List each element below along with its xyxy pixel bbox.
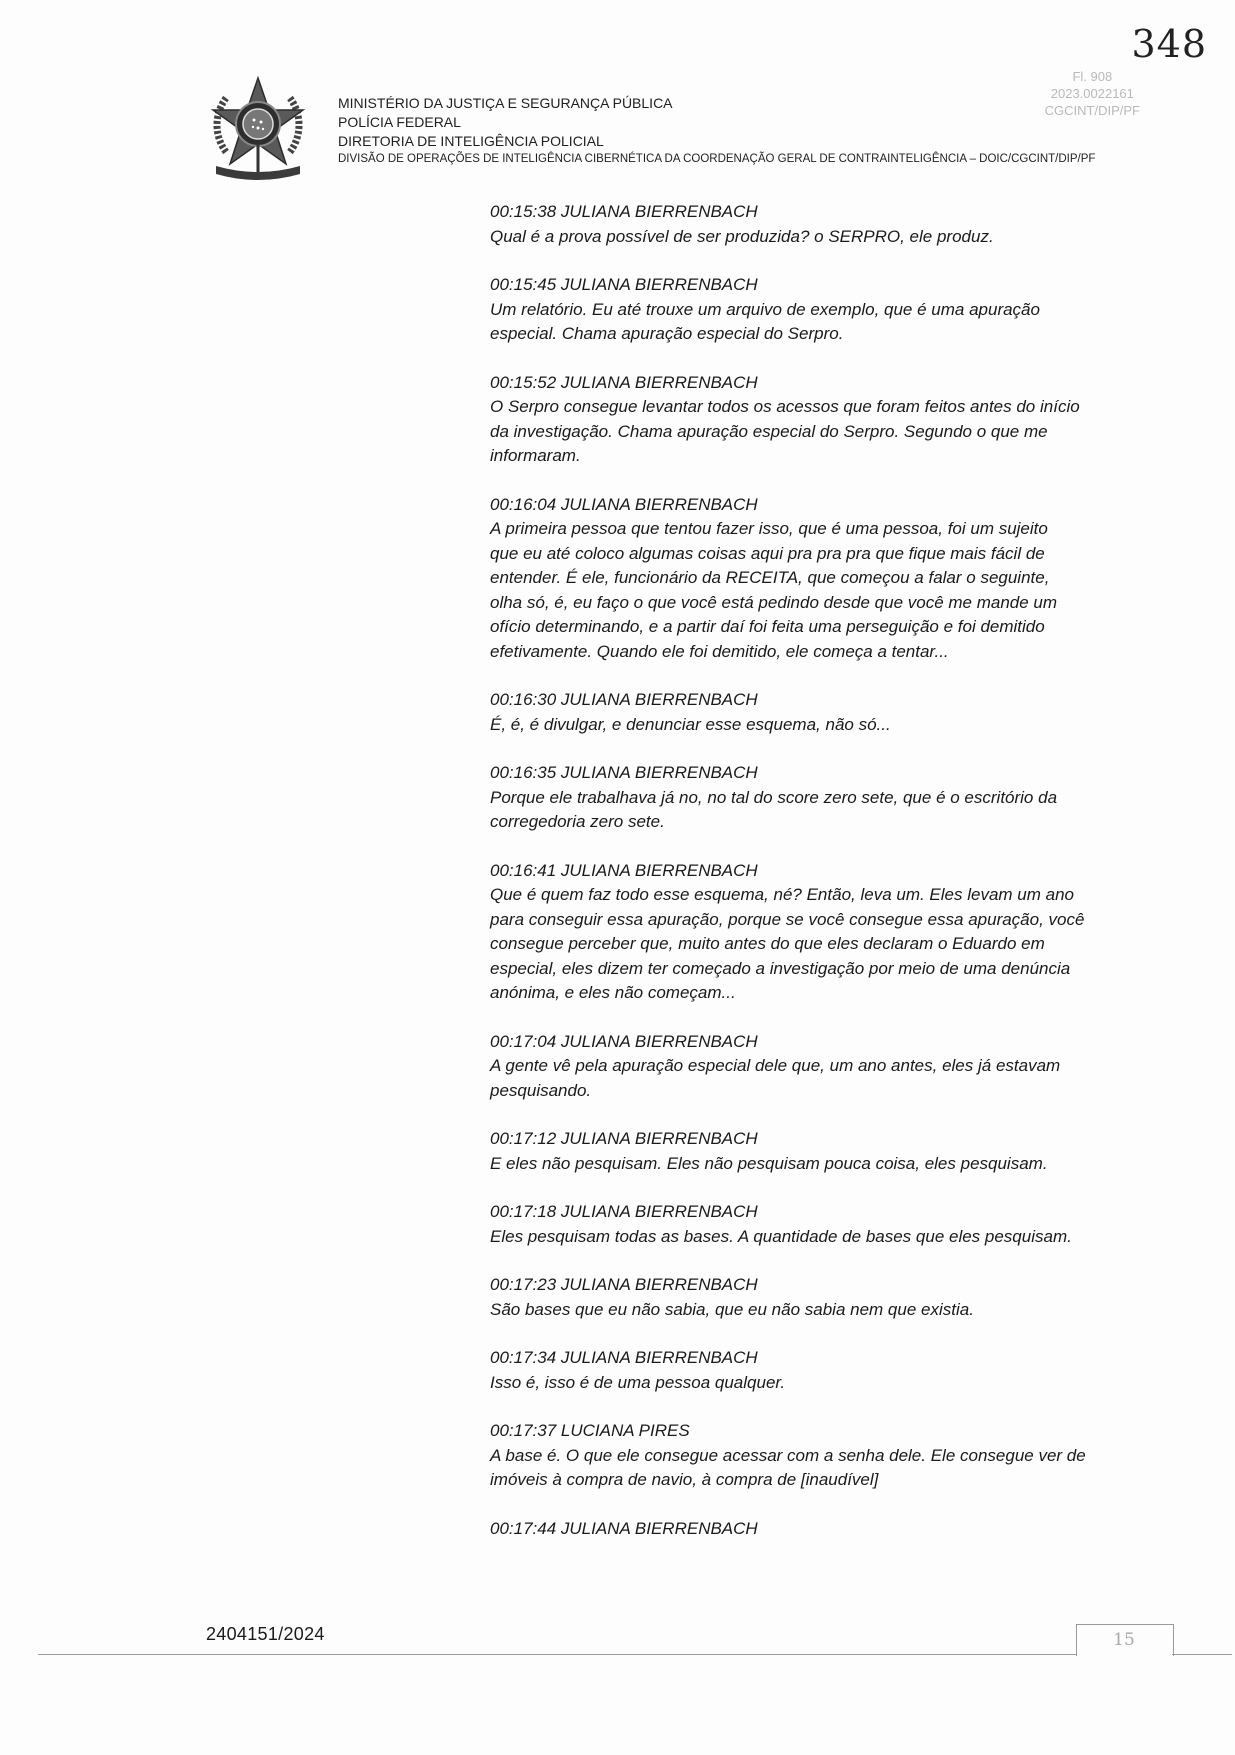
transcript-entry [490, 1273, 1130, 1322]
header-police: POLÍCIA FEDERAL [338, 114, 461, 130]
entry-timestamp-speaker: 00:17:37 LUCIANA PIRES [490, 1421, 690, 1440]
transcript-entry [490, 1030, 1130, 1104]
transcript-entry [490, 371, 1130, 469]
entry-timestamp-speaker: 00:15:38 JULIANA BIERRENBACH [490, 202, 758, 221]
transcript-entry [490, 493, 1130, 665]
page-number: 15 [1113, 1630, 1135, 1650]
entry-timestamp-speaker: 00:17:23 JULIANA BIERRENBACH [490, 1275, 758, 1294]
entry-text: É, é, é divulgar, e denunciar esse esquema, não só... [490, 714, 891, 734]
entry-timestamp-speaker: 00:17:04 JULIANA BIERRENBACH [490, 1031, 758, 1051]
entry-text: E eles não pesquisam. Eles não pesquisam pouca coisa, eles pesquisam. [490, 1153, 1048, 1173]
entry-timestamp-speaker: 00:15:52 JULIANA BIERRENBACH [490, 372, 758, 392]
brazil-coat-of-arms-icon [208, 74, 308, 184]
entry-text: A base é. O que ele consegue acessar com a senha dele. Ele consegue ver de imóveis à compra de navio, à compra de [inaudível] [490, 1445, 1086, 1489]
entry-text: O Serpro consegue levantar todos os acessos que foram feitos antes do início da investigação. Chama apuração especial do Serpro. Segundo o que me informaram. [490, 397, 1080, 465]
entry-text: Isso é, isso é de uma pessoa qualquer. [490, 1372, 786, 1392]
entry-text: Porque ele trabalhava já no, no tal do score zero sete, que é o escritório da corregedoria zero sete. [490, 787, 1058, 831]
entry-timestamp-speaker: 00:17:44 JULIANA BIERRENBACH [490, 1518, 758, 1538]
transcript-entry [490, 1419, 1130, 1493]
entry-timestamp-speaker: 00:17:18 JULIANA BIERRENBACH [490, 1202, 758, 1221]
transcript-entry [490, 859, 1130, 1006]
transcript-entry [490, 761, 1130, 835]
transcript-entry [490, 1346, 1130, 1395]
entry-timestamp-speaker: 00:16:35 JULIANA BIERRENBACH [490, 763, 758, 782]
stamp-line: Fl. 908 [1072, 69, 1113, 84]
document-header [338, 94, 1095, 167]
entry-text: São bases que eu não sabia, que eu não sabia nem que existia. [490, 1299, 974, 1319]
entry-timestamp-speaker: 00:16:04 JULIANA BIERRENBACH [490, 494, 758, 514]
entry-text: Qual é a prova possível de ser produzida? o SERPRO, ele produz. [490, 226, 994, 246]
entry-timestamp-speaker: 00:16:30 JULIANA BIERRENBACH [490, 690, 758, 709]
transcript [490, 200, 1130, 1565]
header-ministry: MINISTÉRIO DA JUSTIÇA E SEGURANÇA PÚBLICA [338, 95, 673, 111]
header-directorate: DIRETORIA DE INTELIGÊNCIA POLICIAL [338, 133, 604, 149]
entry-text: Um relatório. Eu até trouxe um arquivo de exemplo, que é uma apuração especial. Chama apuração especial do Serpro. [490, 299, 1040, 343]
header-division: DIVISÃO DE OPERAÇÕES DE INTELIGÊNCIA CIBERNÉTICA DA COORDENAÇÃO GERAL DE CONTRAINTELIGÊNCIA – DOIC/CGCINT/DIP/PF [338, 153, 1096, 165]
entry-text: A gente vê pela apuração especial dele que, um ano antes, eles já estavam pesquisando. [490, 1056, 1061, 1100]
document-number: 2404151/2024 [206, 1624, 325, 1644]
entry-timestamp-speaker: 00:17:34 JULIANA BIERRENBACH [490, 1348, 758, 1367]
entry-text: A primeira pessoa que tentou fazer isso, que é uma pessoa, foi um sujeito que eu até coloco algumas coisas aqui pra pra pra que fique mais fácil de entender. É ele, funcionário da RECEITA, que começou a falar o seguinte, olha só, é, eu faço o que você está pedindo desde que você me mande um ofício determinando, e a partir daí foi feita uma perseguição e foi demitido efetivamente. Quando ele foi demitido, ele começa a tentar... [490, 519, 1058, 661]
stamp-line: CGCINT/DIP/PF [1044, 103, 1140, 118]
entry-text: Eles pesquisam todas as bases. A quantidade de bases que eles pesquisam. [490, 1226, 1072, 1246]
entry-timestamp-speaker: 00:15:45 JULIANA BIERRENBACH [490, 275, 758, 294]
transcript-entry [490, 1127, 1130, 1176]
entry-timestamp-speaker: 00:17:12 JULIANA BIERRENBACH [490, 1129, 758, 1148]
transcript-entry [490, 200, 1130, 249]
handwritten-page-number: 348 [1131, 22, 1207, 66]
footer-divider [38, 1654, 1076, 1655]
transcript-entry [490, 273, 1130, 347]
transcript-entry [490, 1200, 1130, 1249]
entry-timestamp-speaker: 00:16:41 JULIANA BIERRENBACH [490, 860, 758, 880]
transcript-entry [490, 688, 1130, 737]
entry-text: Que é quem faz todo esse esquema, né? Então, leva um. Eles levam um ano para conseguir essa apuração, porque se você consegue essa apuração, você consegue perceber que, muito antes do que eles declaram o Eduardo em especial, eles dizem ter começado a investigação por meio de uma denúncia anónima, e eles não começam... [490, 885, 1085, 1002]
transcript-entry [490, 1517, 1130, 1542]
stamp-line: 2023.0022161 [1050, 86, 1134, 101]
footer-divider-right [1172, 1654, 1232, 1655]
